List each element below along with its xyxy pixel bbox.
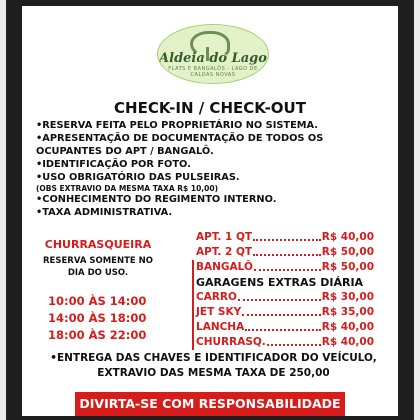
- dot-leader: [253, 230, 321, 241]
- dot-leader: [242, 305, 321, 316]
- rate-name: APT. 2 QT: [196, 246, 253, 258]
- garage-name: CARRO: [196, 291, 237, 303]
- rate-price: R$ 50,00: [321, 261, 374, 273]
- dot-leader: [238, 290, 321, 301]
- rule-item: •RESERVA FEITA PELO PROPRIETÁRIO NO SISTEMA.: [36, 120, 318, 131]
- responsibility-banner: DIVIRTA-SE COM RESPONSABILIDADE: [75, 392, 345, 416]
- rate-row: [192, 260, 374, 275]
- rate-name: APT. 1 QT: [196, 231, 253, 243]
- rate-row: [192, 230, 374, 245]
- rate-price: R$ 50,00: [321, 246, 374, 258]
- photo-frame: [6, 0, 414, 420]
- logo-tagline: FLATS E BANGALÔS · LAGO DE CALDAS NOVAS: [168, 66, 258, 78]
- aldeia-do-lago-logo: [157, 24, 269, 84]
- rules-list: [36, 119, 391, 219]
- garage-row: [192, 305, 374, 320]
- churrasqueira-section: [36, 238, 186, 344]
- rule-item: •CONHECIMENTO DO REGIMENTO INTERNO.: [36, 194, 277, 205]
- rate-price: R$ 40,00: [321, 231, 374, 243]
- garage-row: [192, 335, 374, 350]
- rate-name: BANGALÔ: [196, 261, 253, 273]
- dot-leader: [253, 245, 321, 256]
- garage-name: CHURRASQ.: [196, 336, 266, 348]
- time-slot: 18:00 ÀS 22:00: [48, 328, 147, 342]
- logo-name: Aldeia do Lago: [159, 51, 267, 66]
- rule-item: •APRESENTAÇÃO DE DOCUMENTAÇÃO DE TODOS OS OCUPANTES DO APT / BANGALÔ.: [36, 133, 324, 157]
- time-slot: 10:00 ÀS 14:00: [48, 294, 147, 308]
- dot-leader: [267, 335, 321, 346]
- dot-leader: [254, 260, 321, 271]
- page-title: CHECK-IN / CHECK-OUT: [114, 99, 306, 117]
- garage-price: R$ 35,00: [321, 306, 374, 318]
- rate-row: [192, 245, 374, 260]
- garage-name: LANCHA: [196, 321, 245, 333]
- garage-name: JET SKY: [196, 306, 242, 318]
- bracelet-note: (OBS EXTRAVIO DA MESMA TAXA R$ 10,00): [36, 184, 219, 193]
- garage-title: GARAGENS EXTRAS DIÁRIA: [196, 276, 364, 289]
- churrasqueira-note: RESERVA SOMENTE NO DIA DO USO.: [43, 256, 153, 278]
- churrasqueira-title: CHURRASQUEIRA: [44, 238, 152, 251]
- time-slot: 14:00 ÀS 18:00: [48, 311, 147, 325]
- rates-section: [192, 230, 374, 350]
- time-slots: [36, 293, 186, 344]
- dot-leader: [245, 320, 321, 331]
- rule-item: •TAXA ADMINISTRATIVA.: [36, 207, 173, 218]
- garage-row: [192, 290, 374, 305]
- garage-price: R$ 40,00: [321, 321, 374, 333]
- garage-price: R$ 40,00: [321, 336, 374, 348]
- rule-item: •IDENTIFICAÇÃO POR FOTO.: [36, 159, 191, 170]
- garage-price: R$ 30,00: [321, 291, 374, 303]
- notice-sheet: [22, 6, 398, 416]
- rule-item: •USO OBRIGATÓRIO DAS PULSEIRAS.: [36, 172, 240, 183]
- key-delivery-note: •ENTREGA DAS CHAVES E IDENTIFICADOR DO VEÍCULO, EXTRAVIO DAS MESMA TAXA DE 250,00: [50, 352, 377, 379]
- garage-row: [192, 320, 374, 335]
